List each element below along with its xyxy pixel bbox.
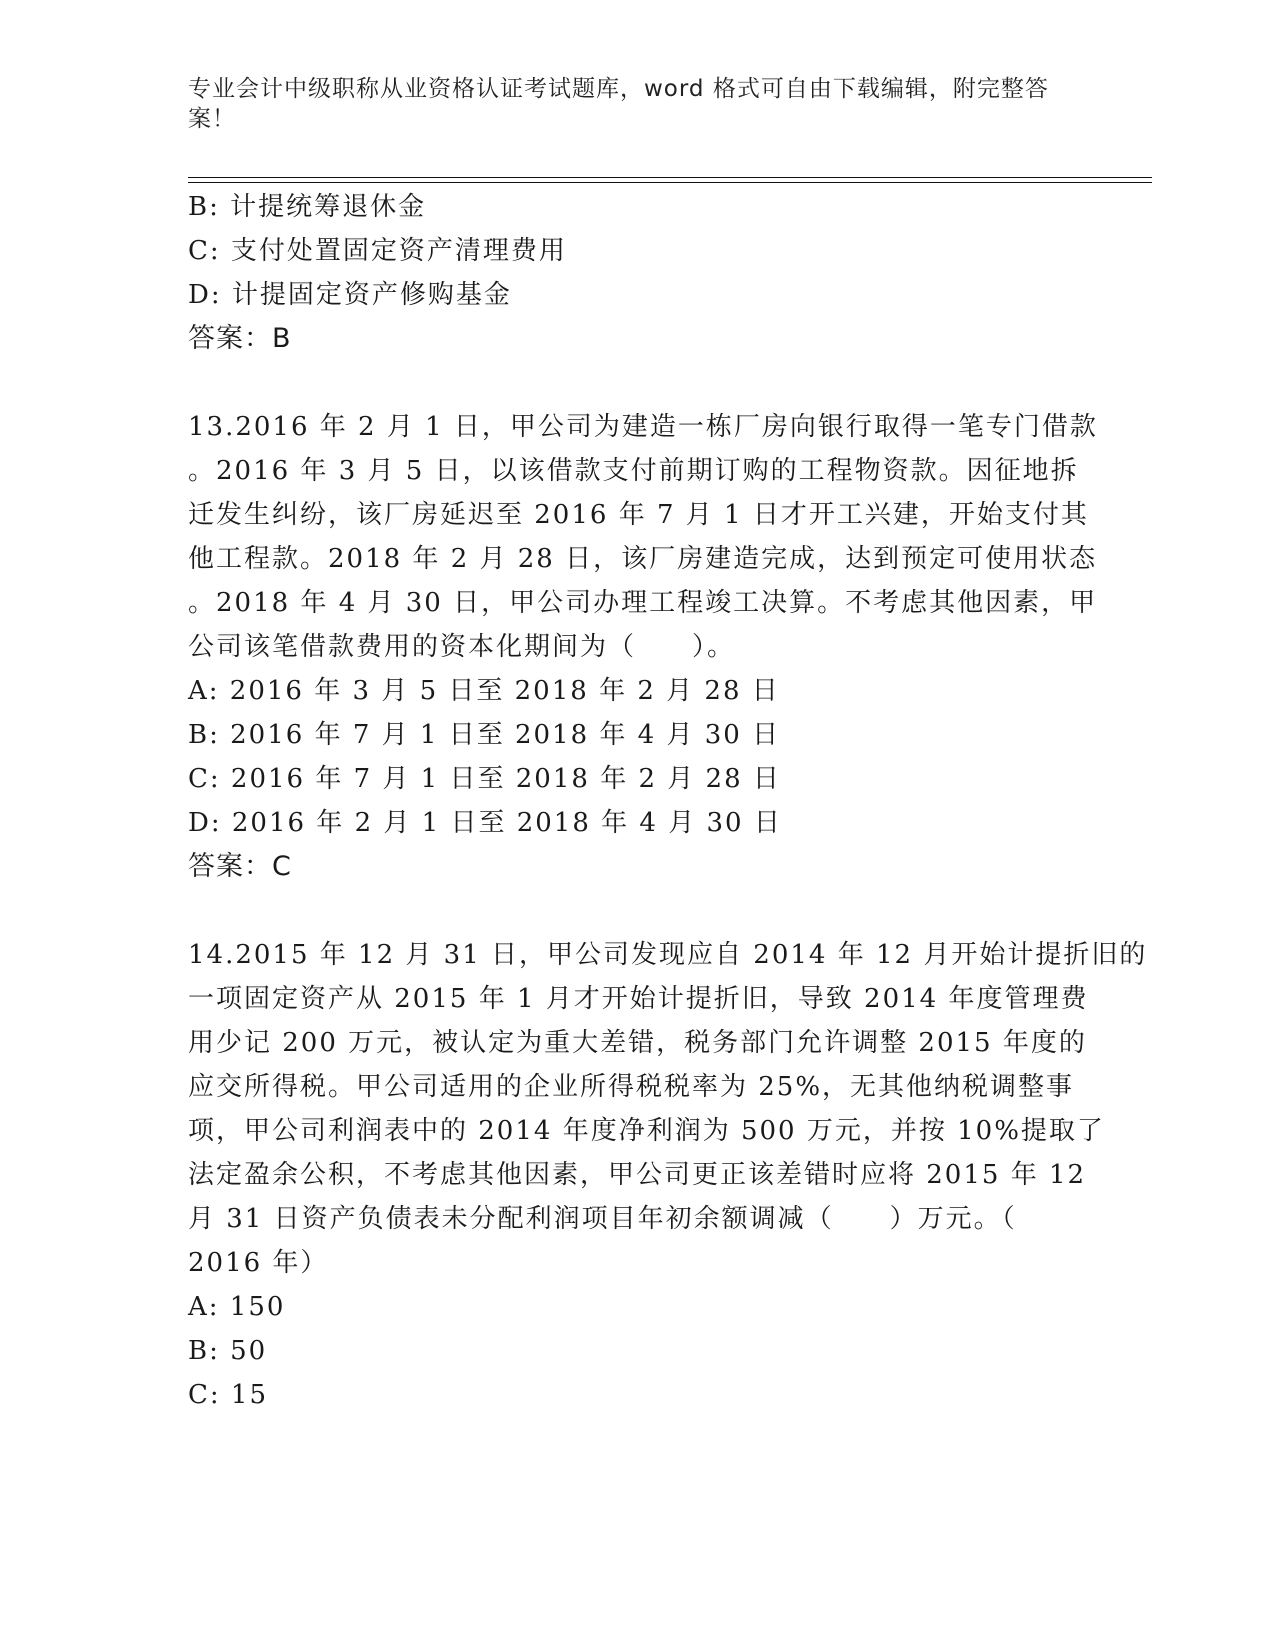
q12-answer: 答案：B [188,323,292,354]
q13-answer: 答案：C [188,851,292,882]
q14-stem-line: 2016 年） [188,1248,329,1278]
q14-stem-line: 一项固定资产从 2015 年 1 月才开始计提折旧，导致 2014 年度管理费 [188,984,1089,1014]
q14-stem-line: 法定盈余公积，不考虑其他因素，甲公司更正该差错时应将 2015 年 12 [188,1160,1087,1190]
q12-option-c: C: 支付处置固定资产清理费用 [188,236,567,266]
q14-stem-line: 应交所得税。甲公司适用的企业所得税税率为 25%，无其他纳税调整事 [188,1072,1075,1102]
q12-option-d: D: 计提固定资产修购基金 [188,280,512,310]
q13-stem-line: 他工程款。2018 年 2 月 28 日，该厂房建造完成，达到预定可使用状态 [188,544,1098,574]
q12-option-b: B: 计提统筹退休金 [188,192,427,222]
q14-option-a: A: 150 [188,1292,286,1322]
document-header: 专业会计中级职称从业资格认证考试题库，word 格式可自由下载编辑，附完整答案！ [188,76,1049,132]
q13-option-b: B: 2016 年 7 月 1 日至 2018 年 4 月 30 日 [188,720,781,750]
q13-stem-line: 迁发生纠纷，该厂房延迟至 2016 年 7 月 1 日才开工兴建，开始支付其 [188,500,1089,530]
q13-stem-line: 公司该笔借款费用的资本化期间为（ ）。 [188,632,736,662]
q14-option-c: C: 15 [188,1380,269,1410]
q14-stem-line: 用少记 200 万元，被认定为重大差错，税务部门允许调整 2015 年度的 [188,1028,1087,1058]
q13-option-c: C: 2016 年 7 月 1 日至 2018 年 2 月 28 日 [188,764,781,794]
header-rule-top [188,177,1152,178]
q13-stem-line: 。2016 年 3 月 5 日，以该借款支付前期订购的工程物资款。因征地拆 [188,456,1079,486]
q14-option-b: B: 50 [188,1336,268,1366]
q13-stem-line: 。2018 年 4 月 30 日，甲公司办理工程竣工决算。不考虑其他因素，甲 [188,588,1098,618]
q14-stem-line: 月 31 日资产负债表未分配利润项目年初余额调减（ ）万元。（ [188,1204,1017,1234]
q13-option-a: A: 2016 年 3 月 5 日至 2018 年 2 月 28 日 [188,676,780,706]
q14-stem-line: 14.2015 年 12 月 31 日，甲公司发现应自 2014 年 12 月开始计提折旧的 [188,940,1148,970]
q14-stem-line: 项，甲公司利润表中的 2014 年度净利润为 500 万元，并按 10%提取了 [188,1116,1105,1146]
q13-stem-line: 13.2016 年 2 月 1 日，甲公司为建造一栋厂房向银行取得一笔专门借款 [188,412,1098,442]
q13-option-d: D: 2016 年 2 月 1 日至 2018 年 4 月 30 日 [188,808,782,838]
header-rule-bottom [188,182,1152,183]
